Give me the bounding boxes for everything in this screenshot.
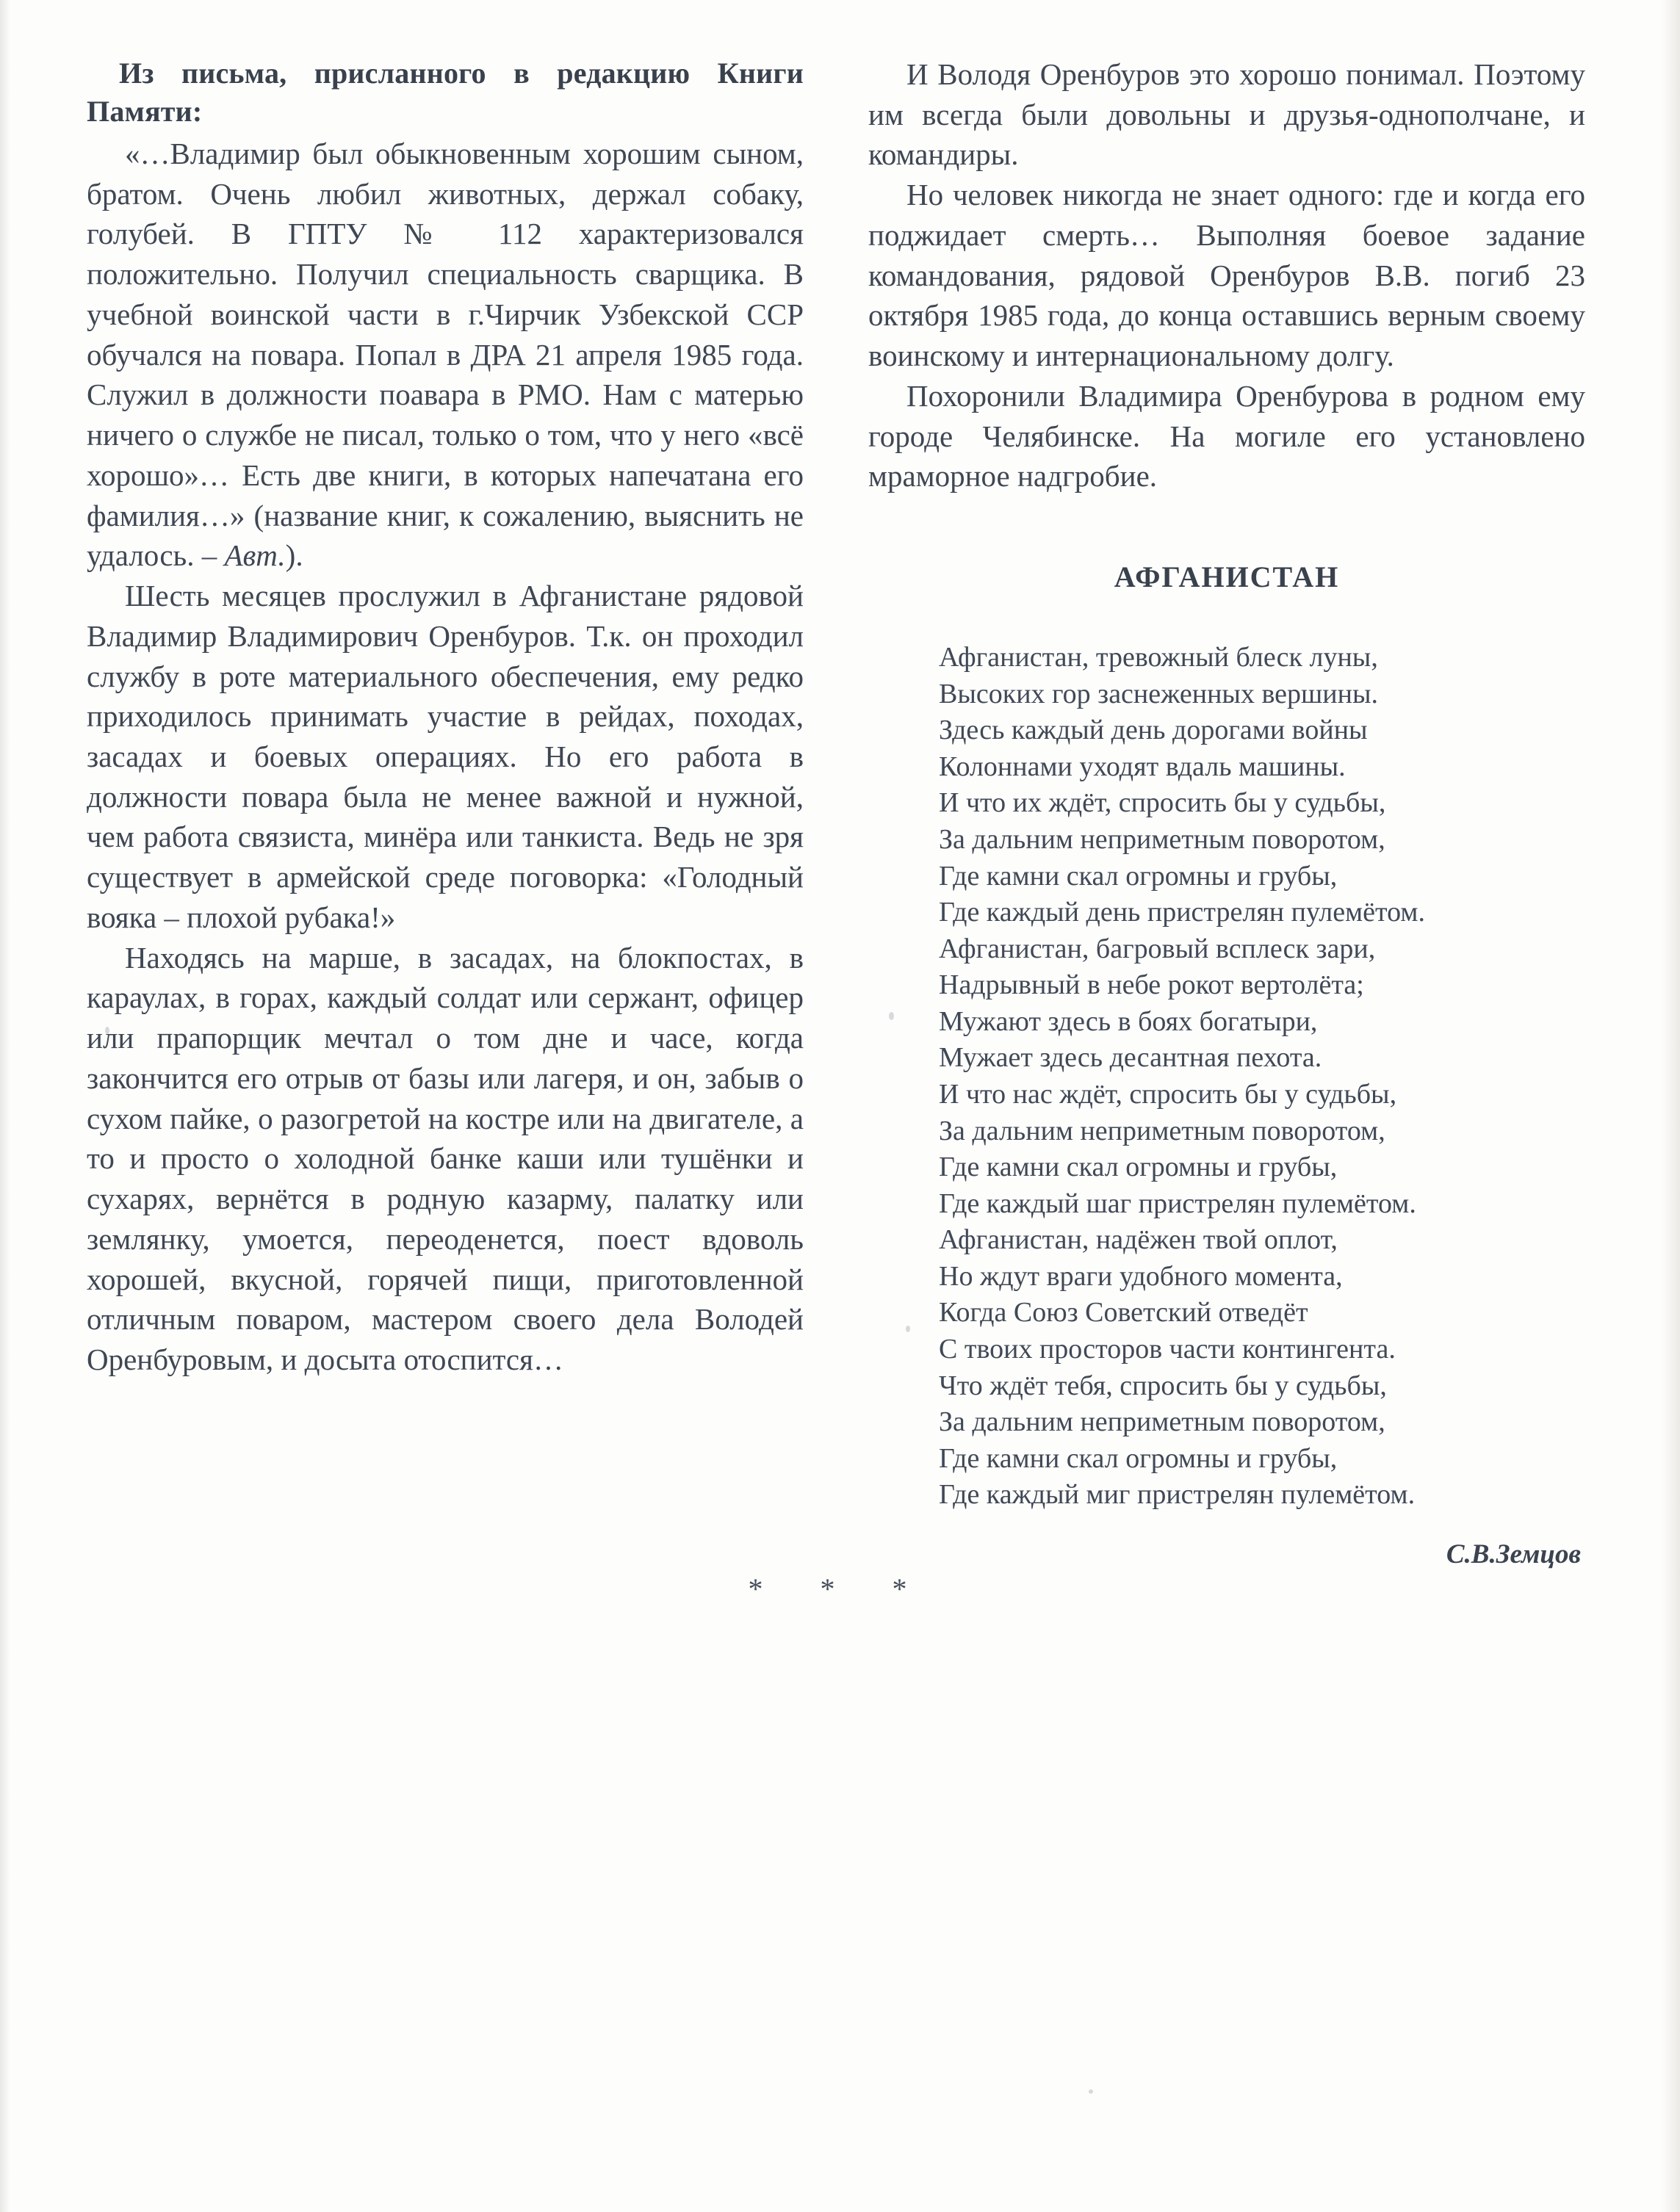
service-paragraph: Шесть месяцев прослужил в Афганистане рядовой Владимир Владимирович Оренбуров. Т.к. он проходил службу в роте материального обеспечения, ему редко приходилось принимать участие в рейдах, походах, засадах и боевых операциях. Но его работа в должности повара была не менее важной и нужной, чем работа связиста, минёра или танкиста. Ведь не зря существует в армейской среде поговорка: «Голодный вояка – плохой рубака!» [87,579,804,934]
right-column [868,54,1585,1570]
death-paragraph: Но человек никогда не знает одного: где и когда его поджидает смерть… Выполняя боевое задание командования, рядовой Оренбуров В.В. погиб 23 октября 1985 года, до конца оставшись верным своему воинскому и интернациональному долгу. [868,178,1585,373]
poem-author-signature: С.В.Земцов [1446,1539,1581,1569]
poem-line: За дальним неприметным поворотом, [939,823,1385,855]
poem-line: Высоких гор заснеженных вершины. [939,678,1378,709]
letter-quote-paragraph [87,134,804,576]
poem-line: Когда Союз Советский отведёт [939,1297,1308,1329]
poem-line: Где камни скал огромны и грубы, [939,1152,1338,1183]
poem-line: С твоих просторов части контингента. [939,1334,1396,1365]
poem-line: Надрывный в небе рокот вертолёта; [939,969,1364,1001]
poem-line: Где каждый миг пристрелян пулемётом. [939,1479,1416,1511]
poem-line: Но ждут враги удобного момента, [939,1260,1343,1292]
author-note-abbreviation: Авт. [224,538,286,573]
poem-line: За дальним неприметным поворотом, [939,1115,1385,1146]
poem-body [868,640,1585,1514]
two-column-layout [87,54,1585,1570]
letter-quote-text: «…Владимир был обыкновенным хорошим сыном, братом. Очень любил животных, держал собаку, голубей. В ГПТУ № 112 характеризовался положительно. Получил специальность сварщика. В учебной воинской части в г.Чирчик Узбекской ССР обучался на повара. Попал в ДРА 21 апреля 1985 года. Служил в должности поавара в РМО. Нам с матерью ничего о службе не писал, только о том, что у него «всё хорошо»… Есть две книги, в которых напечатана его фамилия…» (название книг, к сожалению, выяснить не удалось. – [87,137,804,573]
comrades-paragraph: И Володя Оренбуров это хорошо понимал. Поэтому им всегда были довольны и друзья-однополчане, и командиры. [868,57,1585,172]
poem-line: Где каждый день пристрелян пулемётом. [939,897,1425,928]
poem-line: Мужает здесь десантная пехота. [939,1042,1322,1074]
letter-heading: Из письма, присланного в редакцию Книги Памяти: [87,57,804,128]
left-column [87,54,804,1570]
poem-line: Колоннами уходят вдаль машины. [939,751,1346,782]
poem-line: Где камни скал огромны и грубы, [939,860,1338,892]
poem-line: Здесь каждый день дорогами войны [939,715,1368,746]
poem-line: Афганистан, багровый всплеск зари, [939,933,1376,964]
daily-life-paragraph: Находясь на марше, в засадах, на блокпостах, в караулах, в горах, каждый солдат или сержант, офицер или прапорщик мечтал о том дне и часе, когда закончится его отрыв от базы или лагеря, и он, забыв о сухом пайке, о разогретой на костре или на двигателе, а то и просто о холодной банке каши или тушёнки и сухарях, вернётся в родную казарму, палатку или землянку, умоется, переоденется, поест вдоволь хорошей, вкусной, горячей пищи, приготовленной отличным поваром, мастером своего дела Володей Оренбуровым, и досыта отоспится… [87,940,804,1377]
poem-line: Где камни скал огромны и грубы, [939,1442,1338,1474]
letter-quote-closing: ). [285,538,303,573]
section-separator: * * * [748,1572,932,1605]
poem-line: Мужают здесь в боях богатыри, [939,1005,1318,1037]
poem-line: Где каждый шаг пристрелян пулемётом. [939,1188,1416,1219]
poem-line: Афганистан, надёжен твой оплот, [939,1224,1338,1256]
burial-paragraph: Похоронили Владимира Оренбурова в родном ему городе Челябинске. На могиле его установлено мраморное надгробие. [868,378,1585,494]
poem-line: И что нас ждёт, спросить бы у судьбы, [939,1079,1397,1110]
poem-title: АФГАНИСТАН [1114,560,1340,594]
poem-line: За дальним неприметным поворотом, [939,1406,1385,1438]
poem-line: Что ждёт тебя, спросить бы у судьбы, [939,1370,1387,1401]
scan-speck [1089,2089,1093,2094]
poem-line: Афганистан, тревожный блеск луны, [939,642,1378,673]
poem-line: И что их ждёт, спросить бы у судьбы, [939,787,1386,819]
